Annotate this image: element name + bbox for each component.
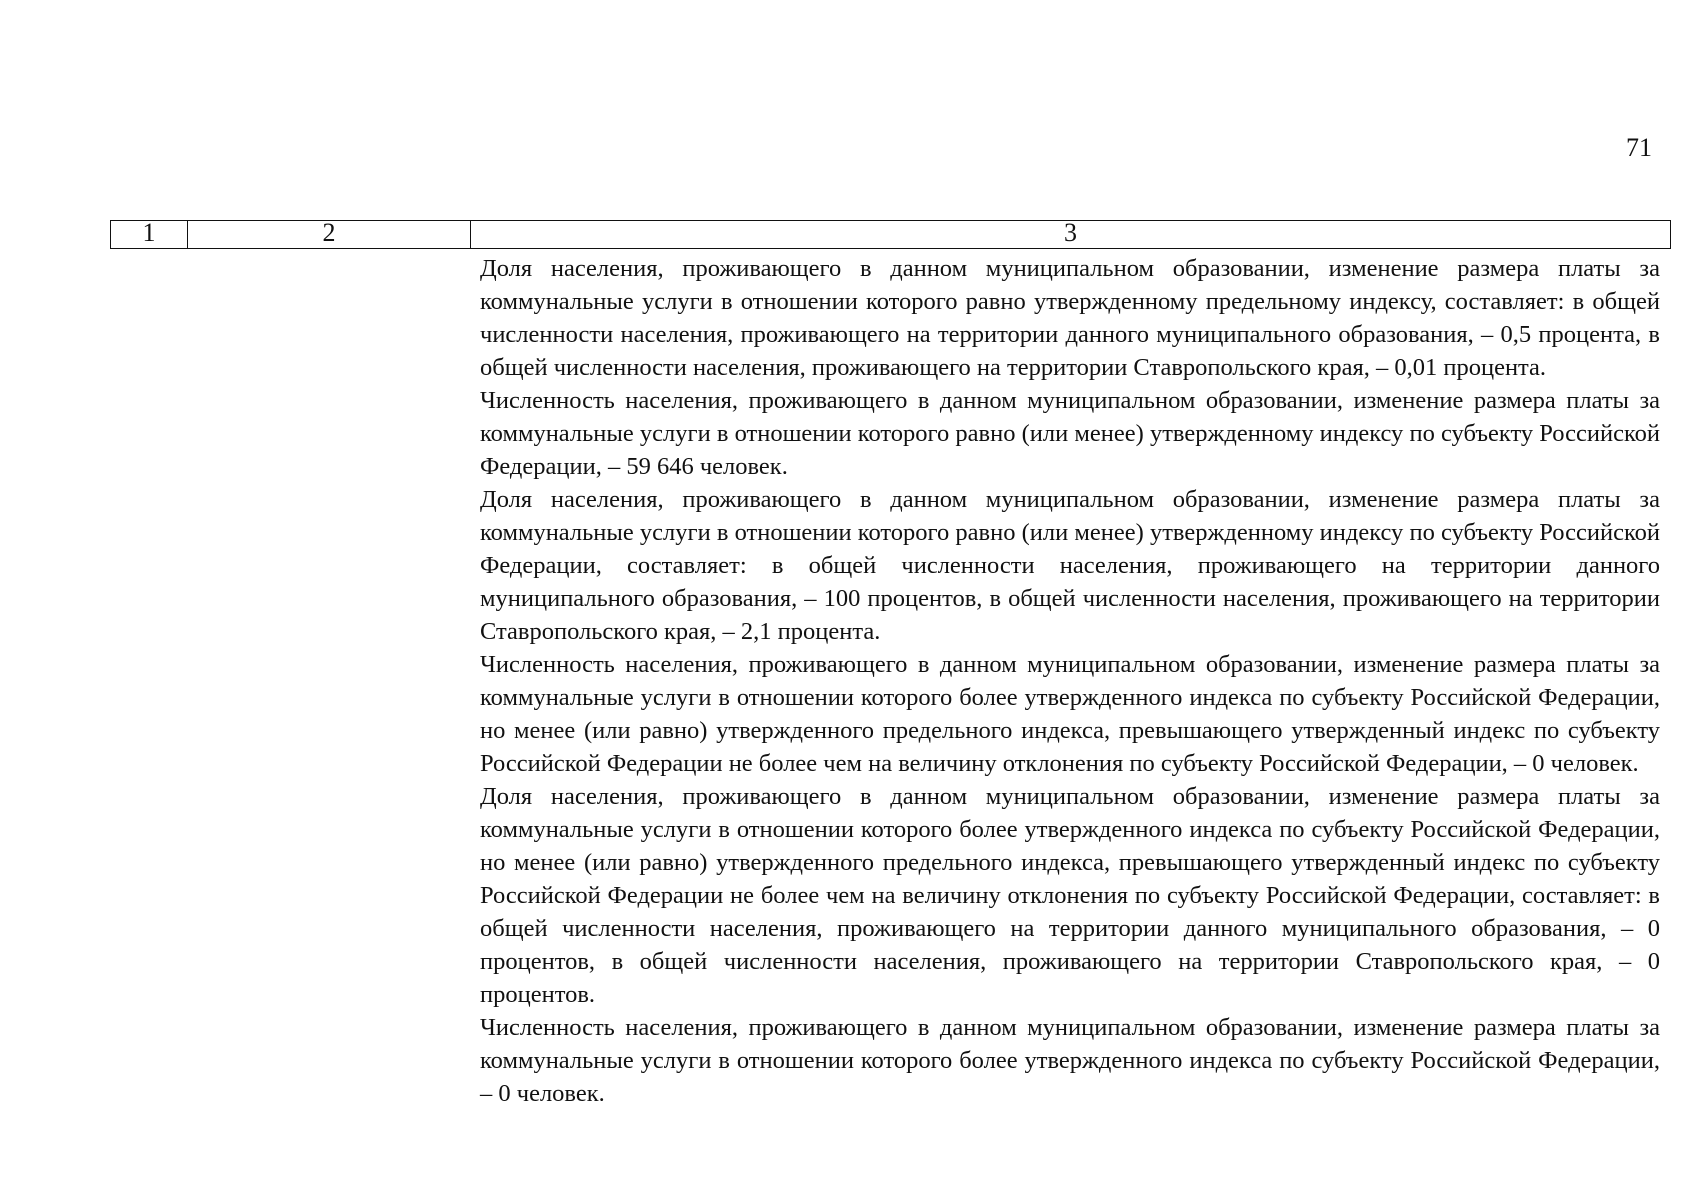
table-header-col-1: 1 bbox=[111, 221, 188, 248]
paragraph-count-above-index-within-deviation: Численность населения, проживающего в данном муниципальном образовании, изменение размера платы за коммунальные услуги в отношении которого более утвержденного индекса по субъекту Российской Федерации, но менее (или равно) утвержденного предельного индекса, превышающего утвержденный индекс по субъекту Российской Федерации не более чем на величину отклонения по субъекту Российской Федерации, – 0 человек. bbox=[480, 651, 1660, 777]
table-header-col-3: 3 bbox=[1064, 218, 1077, 247]
paragraph-share-equal-limit-index: Доля населения, проживающего в данном муниципальном образовании, изменение размера платы за коммунальные услуги в отношении которого равно утвержденному предельному индексу, составляет: в общей численности населения, проживающего на территории данного муниципального образования, – 0,5 процента, в общей численности населения, проживающего на территории Ставропольского края, – 0,01 процента. bbox=[480, 255, 1660, 381]
page-number: 71 bbox=[1626, 133, 1652, 162]
table-header-col-2: 2 bbox=[188, 221, 471, 248]
paragraph-share-equal-or-less-index: Доля населения, проживающего в данном муниципальном образовании, изменение размера платы за коммунальные услуги в отношении которого равно (или менее) утвержденному индексу по субъекту Российской Федерации, составляет: в общей численности населения, проживающего на территории данного муниципального образования, – 100 процентов, в общей численности населения, проживающего на территории Ставропольского края, – 2,1 процента. bbox=[480, 486, 1660, 645]
table-content-col-3 bbox=[480, 252, 1660, 1110]
table-header-row bbox=[110, 220, 1671, 249]
paragraph-share-above-index-within-deviation: Доля населения, проживающего в данном муниципальном образовании, изменение размера платы за коммунальные услуги в отношении которого более утвержденного индекса по субъекту Российской Федерации, но менее (или равно) утвержденного предельного индекса, превышающего утвержденный индекс по субъекту Российской Федерации не более чем на величину отклонения по субъекту Российской Федерации, составляет: в общей численности населения, проживающего на территории данного муниципального образования, – 0 процентов, в общей численности населения, проживающего на территории Ставропольского края, – 0 процентов. bbox=[480, 783, 1660, 1008]
paragraph-count-above-index: Численность населения, проживающего в данном муниципальном образовании, изменение размера платы за коммунальные услуги в отношении которого более утвержденного индекса по субъекту Российской Федерации, – 0 человек. bbox=[480, 1014, 1660, 1107]
paragraph-count-equal-or-less-index: Численность населения, проживающего в данном муниципальном образовании, изменение размера платы за коммунальные услуги в отношении которого равно (или менее) утвержденному индексу по субъекту Российской Федерации, – 59 646 человек. bbox=[480, 387, 1660, 480]
